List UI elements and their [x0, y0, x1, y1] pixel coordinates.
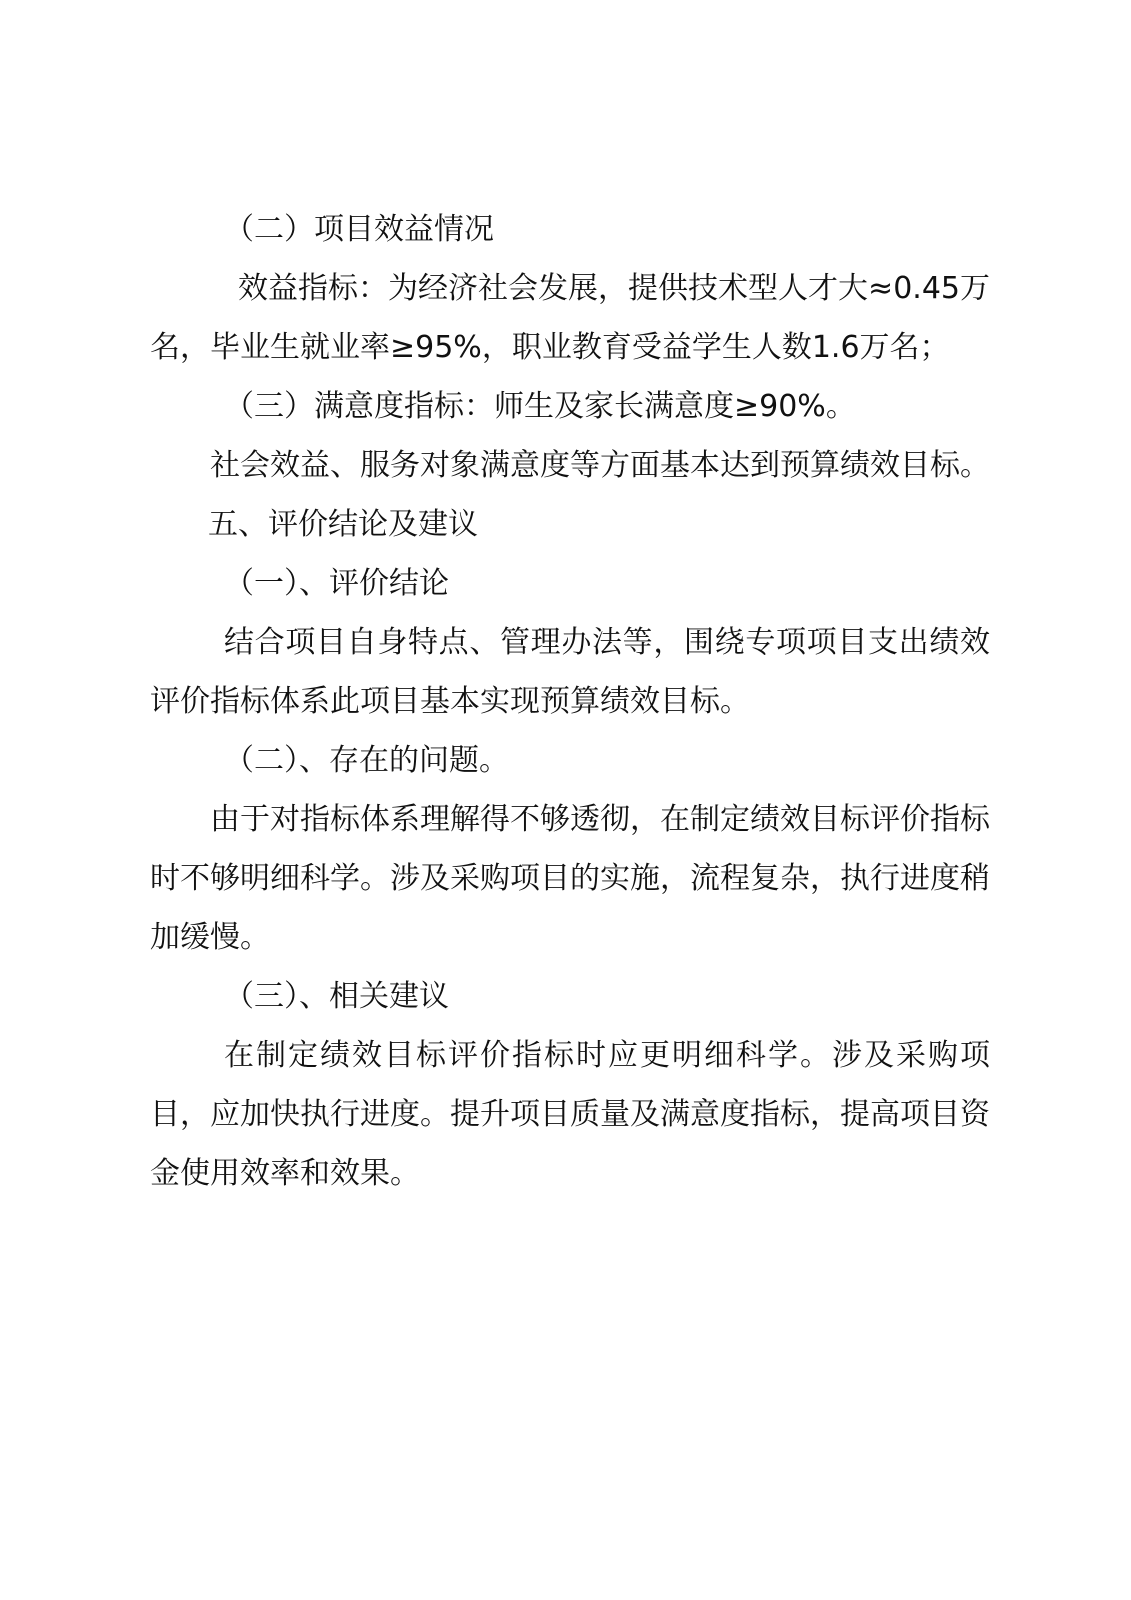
subheading-related-suggestions: （三）、相关建议: [224, 979, 449, 1014]
existing-problems-paragraph: 由于对指标体系理解得不够透彻，在制定绩效目标评价指标时不够明细科学。涉及采购项目的实施，流程复杂，执行进度稍加缓慢。: [150, 802, 990, 955]
evaluation-conclusion-paragraph: 结合项目自身特点、管理办法等，围绕专项项目支出绩效评价指标体系此项目基本实现预算绩效目标。: [150, 625, 990, 719]
document-body: [150, 200, 990, 1203]
satisfaction-indicator-paragraph: （三）满意度指标：师生及家长满意度≥90%。: [224, 389, 856, 424]
subheading-existing-problems: （二）、存在的问题。: [224, 743, 509, 778]
section-heading-conclusion-suggestions: 五、评价结论及建议: [208, 507, 478, 542]
benefit-indicators-paragraph: 效益指标：为经济社会发展，提供技术型人才大≈0.45万名，毕业生就业率≥95%，职业教育受益学生人数1.6万名；: [150, 271, 990, 365]
social-benefit-summary: 社会效益、服务对象满意度等方面基本达到预算绩效目标。: [210, 448, 990, 483]
subheading-evaluation-conclusion: （一）、评价结论: [224, 566, 449, 601]
section-heading-project-benefits: （二）项目效益情况: [224, 212, 494, 247]
related-suggestions-paragraph: 在制定绩效目标评价指标时应更明细科学。涉及采购项目，应加快执行进度。提升项目质量及满意度指标，提高项目资金使用效率和效果。: [150, 1038, 990, 1191]
